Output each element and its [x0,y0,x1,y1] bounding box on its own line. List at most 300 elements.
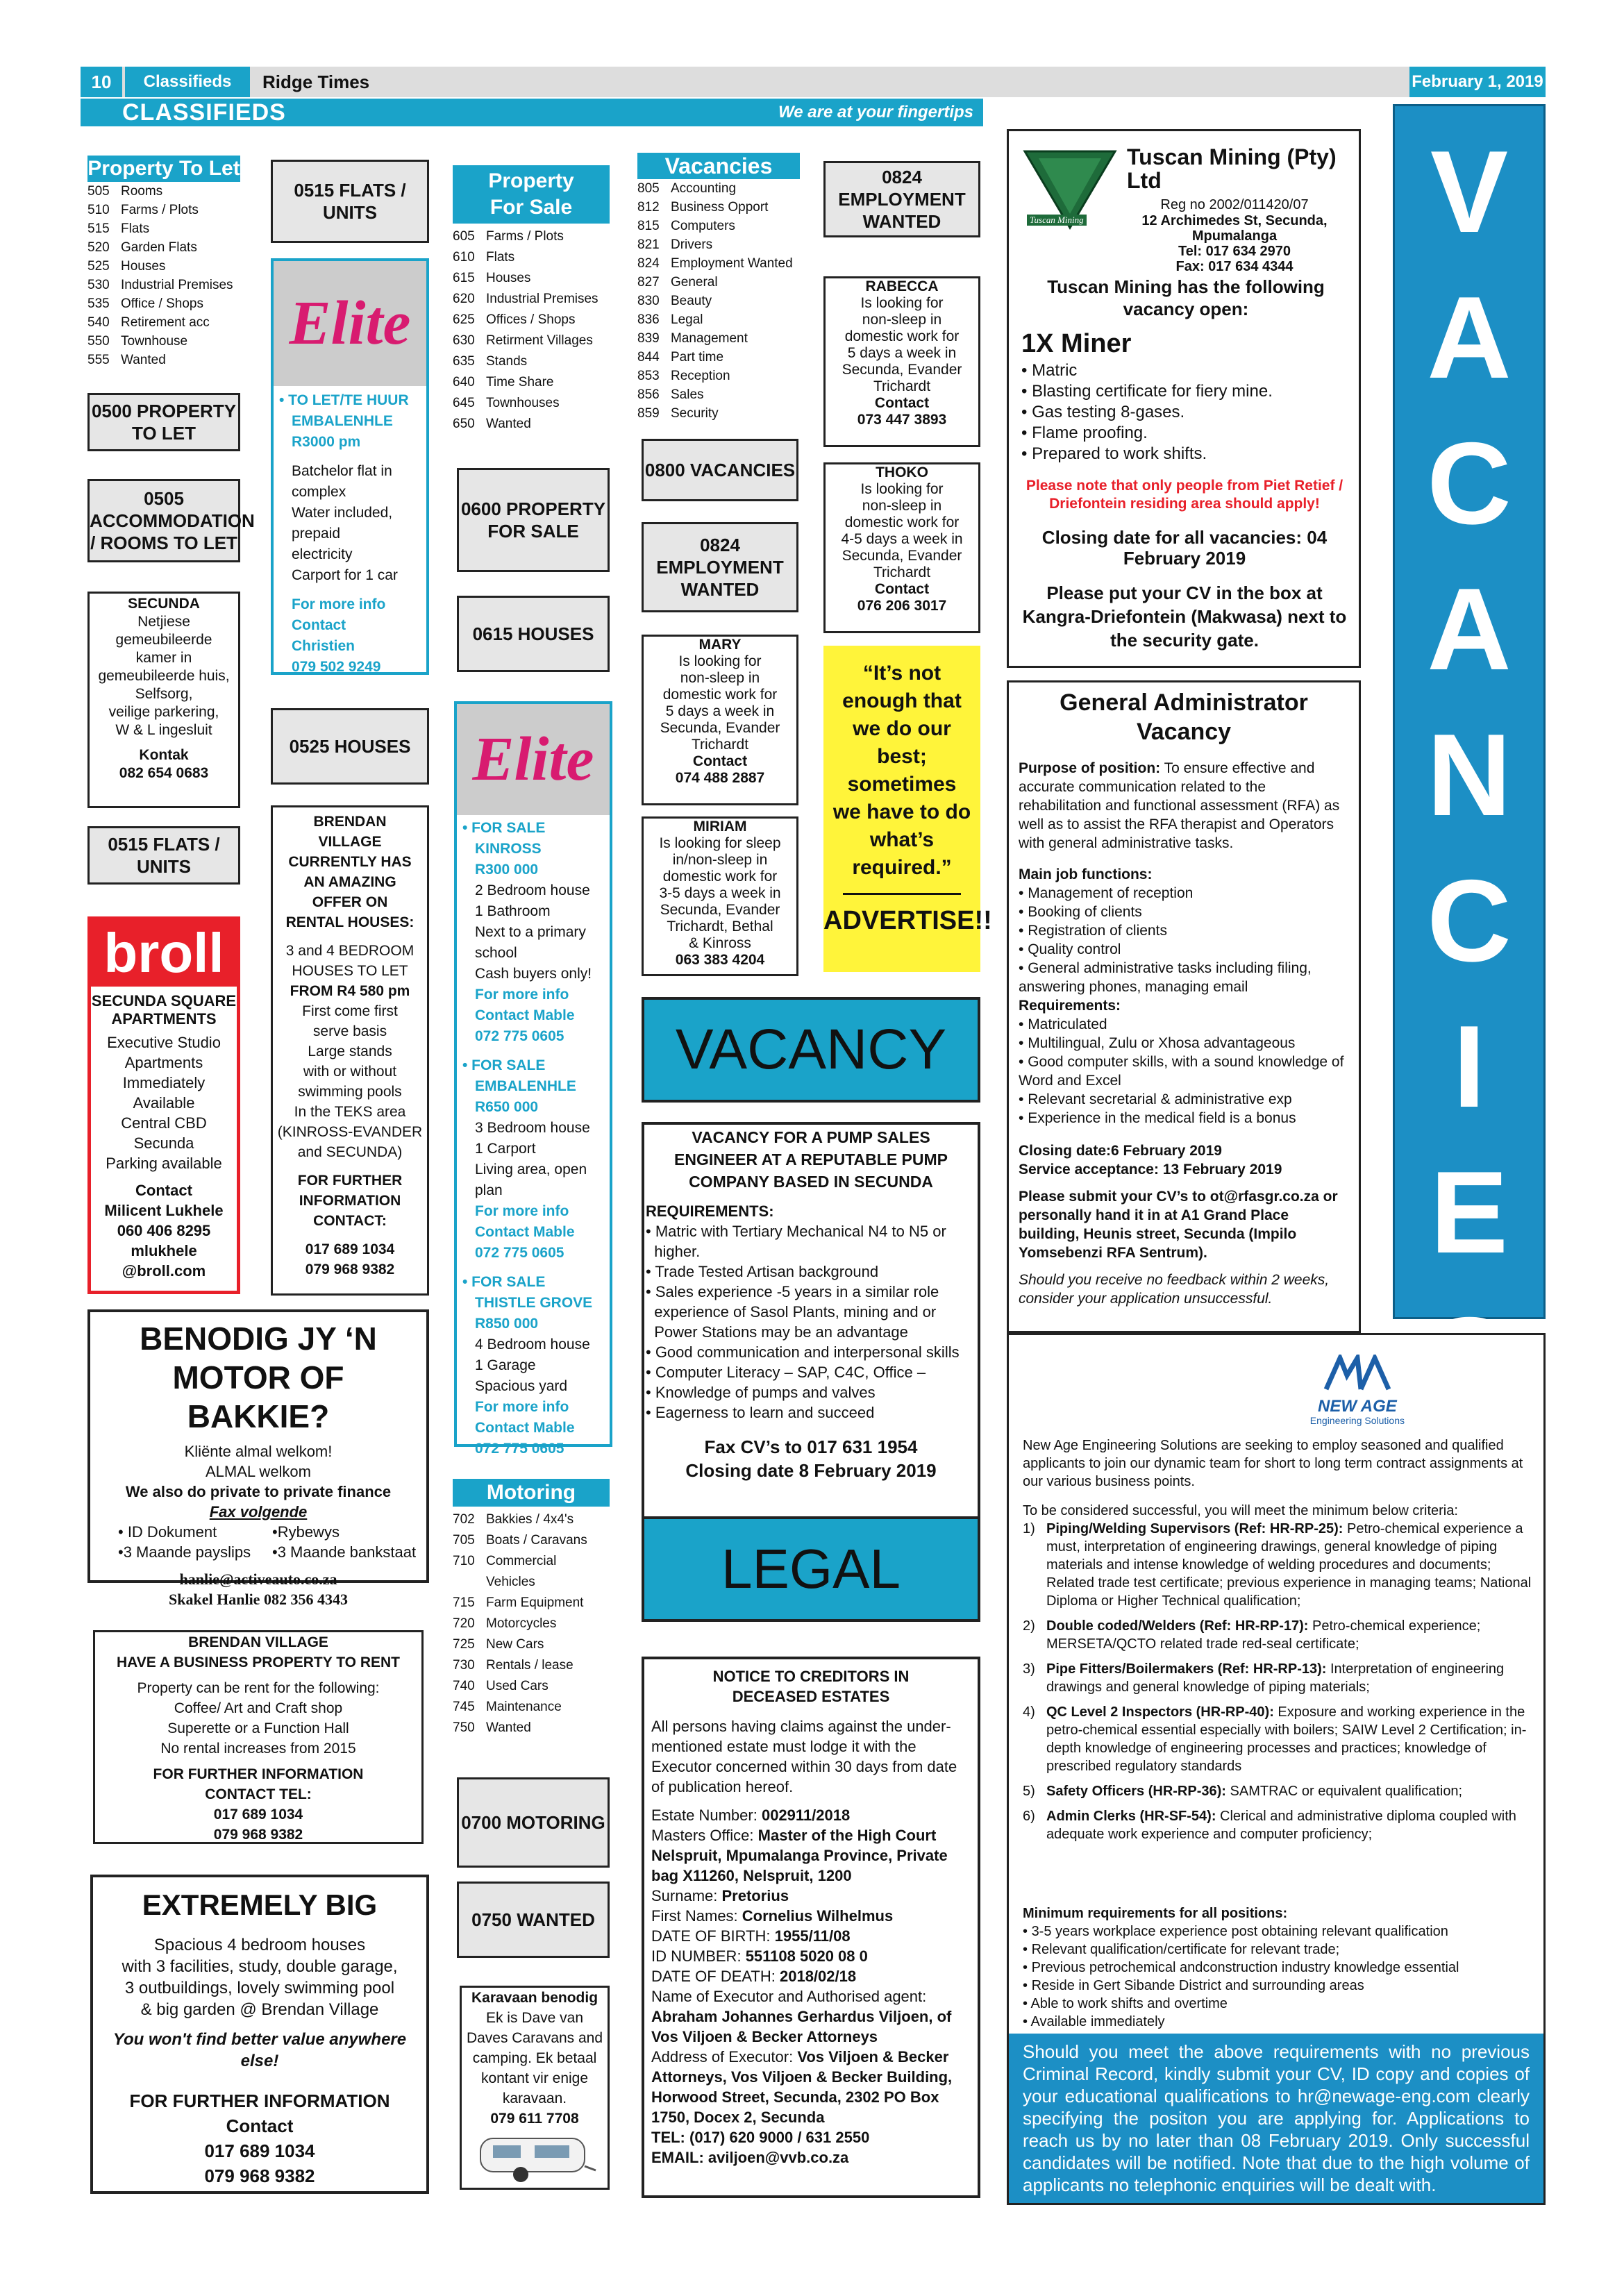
newage-min-label: Minimum requirements for all positions: [1023,1906,1288,1921]
sale-listing [462,1272,604,1459]
role-body [1046,1703,1537,1775]
ad-name: THOKO [876,464,928,480]
text-line: higher. [646,1243,701,1260]
sale-contact: Contact Mable [475,1007,575,1023]
index-label: Offices / Shops [486,312,576,327]
role-number: 5) [1023,1784,1035,1799]
index-item [87,294,240,313]
index-item [453,1593,610,1614]
text-line: Trichardt, Bethal [667,919,773,935]
text-line[interactable]: 017 689 1034 [305,1241,395,1257]
index-label: Vehicles [486,1575,535,1589]
classifieds-banner [81,99,983,126]
text-line: 3-5 days a week in [659,885,781,901]
index-item [453,1614,610,1634]
ad-contact: Kontak [139,747,189,763]
rabecca-ad [823,276,980,447]
index-label: Industrial Premises [486,292,598,306]
index-label: Security [671,406,719,421]
category-0600: 0600 PROPERTY FOR SALE [457,468,610,572]
text-line: prepaid [292,526,341,542]
index-item [453,1697,610,1718]
closing-date: Closing date:6 February 2019 [1019,1143,1222,1159]
text-line: swimming pools [298,1084,402,1100]
pump-ad [642,1122,980,1520]
newage-logo-sub: Engineering Solutions [1309,1415,1405,1426]
property-to-let-index [87,156,240,369]
ad-email-user[interactable]: mlukhele [131,1242,197,1259]
ad-email-domain[interactable]: @broll.com [122,1262,206,1280]
sale-place: EMBALENHLE [475,1078,576,1094]
text-line: • Good communication and interpersonal skills [646,1343,960,1361]
paper-name: Ridge Times [262,72,370,92]
text-line: Central CBD [121,1114,207,1132]
index-item [453,330,610,351]
submit-info[interactable]: Please submit your CV’s to ot@rfasgr.co.za or personally hand it in at A1 Grand Place building, Heunis street, Secunda (Impilo Yomsebenzi RFA Sentrum). [1019,1189,1338,1261]
vertical-letter: S [1430,1293,1509,1423]
newage-logo [1310,1355,1405,1426]
text-line: Is looking for [860,481,944,497]
index-item [453,1530,610,1551]
text-line[interactable]: 017 689 1034 [204,2140,315,2161]
text-line: Trichardt [873,564,931,580]
index-label: Retirment Villages [486,333,593,348]
role-body [1046,1660,1537,1696]
category-0700: 0700 MOTORING [457,1777,610,1868]
text-line: HOUSES TO LET [292,963,408,979]
index-code: 615 [453,271,475,285]
sale-head: • FOR SALE [462,1274,546,1290]
index-item [453,414,610,435]
index-label: Motorcycles [486,1616,557,1631]
index-item [637,348,800,367]
ad-head: • TO LET/TE HUUR [279,392,409,408]
index-code: 815 [637,219,660,233]
notice-row [651,1966,971,1986]
requirement-item: • Experience in the medical field is a bonus [1019,1109,1349,1128]
tuscan-closing: Closing date for all vacancies: 04 February 2019 [1041,527,1328,569]
ad-call[interactable]: Skakel Hanlie 082 356 4343 [169,1591,348,1608]
ad-lines [95,1678,421,1759]
index-label: Flats [121,221,150,236]
section-name: Classifieds [125,67,250,97]
index-code: 856 [637,387,660,402]
index-code: 635 [453,354,475,369]
role-item [1023,1782,1537,1800]
text-line: Large stands [308,1044,392,1059]
role-desc: Petro-chemical experience; MERSETA/QCTO related trade red-seal certificate; [1046,1618,1481,1652]
ad-name: Christien [292,638,355,654]
index-item [453,372,610,393]
sale-more: For more info [475,1203,569,1219]
function-item: • General administrative tasks including filing, answering phones, managing email [1019,959,1349,996]
sale-phone[interactable]: 072 775 0605 [475,1441,564,1457]
ad-phone[interactable]: 073 447 3893 [857,412,947,428]
newage-intro: New Age Engineering Solutions are seeking to employ seasoned and qualified applicants to join our dynamic team for short to long term contract assignments at our various business points. [1023,1438,1523,1489]
notice-label: DATE OF BIRTH: [651,1927,775,1945]
tuscan-ad [1007,129,1361,668]
index-item [637,292,800,310]
sale-place: KINROSS [475,841,542,857]
text-line: Apartments [124,1054,203,1071]
min-item: • Able to work shifts and overtime [1023,1995,1537,2013]
role-number: 4) [1023,1704,1035,1720]
index-code: 710 [453,1554,475,1568]
text-line: Ek is Dave van [485,2010,584,2026]
text-line: NOTICE TO CREDITORS IN [712,1668,910,1685]
notice-value: 551108 5020 08 0 [745,1947,868,1965]
text-line: Is looking for [678,653,762,669]
function-item: • Registration of clients [1019,921,1349,940]
text-line: 3 and 4 BEDROOM [285,943,415,959]
text-line: Trichardt [691,737,749,753]
ad-phones[interactable] [93,2138,426,2188]
index-label: Garden Flats [121,240,197,255]
ad-email[interactable]: hanlie@activeauto.co.za [179,1570,337,1588]
text-line: BRENDAN [313,814,387,830]
index-label: Used Cars [486,1679,549,1693]
sale-head: • FOR SALE [462,1057,546,1073]
role-desc: SAMTRAC or equivalent qualification; [1230,1784,1463,1799]
index-label: Farms / Plots [121,203,199,217]
role-desc: Interpretation of engineering drawings and general knowledge of piping materials; [1046,1661,1505,1695]
ad-title: General Administrator Vacancy [1060,689,1308,745]
index-label: Time Share [486,375,554,389]
role-item [1023,1617,1537,1653]
sale-phone[interactable]: 072 775 0605 [475,1028,564,1044]
sale-more: For more info [475,1399,569,1415]
caravan-icon [472,2131,597,2187]
index-label: Industrial Premises [121,278,233,292]
index-item [453,1718,610,1738]
index-code: 859 [637,406,660,421]
role-title: Pipe Fitters/Boilermakers (Ref: HR-RP-13): [1046,1661,1330,1677]
sale-price: R850 000 [475,1316,539,1332]
notice-row [651,1886,971,1906]
karavaan-ad [460,1986,610,2190]
company-addr: 12 Archimedes St, Secunda, [1141,213,1328,228]
legal-banner: LEGAL [642,1516,980,1622]
text-line: kontant vir enige [480,2070,589,2086]
ad-title: BRENDAN VILLAGE [188,1634,328,1650]
ad-further [273,1171,427,1231]
company-prov: Mpumalanga [1191,228,1278,244]
requirement-item: • Matric [1021,360,1273,381]
index-item [87,182,240,201]
category-0824: 0824 EMPLOYMENT WANTED [642,522,798,612]
functions-list [1019,884,1349,996]
vertical-letters [1395,119,1543,1431]
requirements-label: Requirements: [1019,998,1121,1014]
index-item [453,226,610,247]
broll-ad [87,916,240,1294]
text-line: Parking available [106,1155,222,1172]
index-label: Reception [671,369,730,383]
notice-row [651,1986,971,2047]
notice-row [651,1946,971,1966]
index-code: 821 [637,237,660,252]
text-line: Secunda, Evander [842,548,962,564]
ad-price: R3000 pm [292,434,361,450]
ad-phone[interactable]: 060 406 8295 [117,1222,211,1239]
ad-place: EMBALENHLE [292,413,393,429]
ad-title: SECUNDA [128,596,200,612]
miriam-ad [642,816,798,976]
index-code: 844 [637,350,660,364]
text-line: in/non-sleep in [672,852,768,868]
text-line: & Kinross [689,935,751,951]
index-item [87,201,240,219]
index-item [87,238,240,257]
index-item [87,276,240,294]
text-line: First come first [302,1003,398,1019]
sale-contact: Contact Mable [475,1224,575,1240]
ad-lines [644,835,796,952]
text-line: Power Stations may be an advantage [646,1323,908,1341]
newage-roles [1023,1520,1537,1850]
sale-listing [462,818,604,1047]
index-label: Office / Shops [121,296,203,311]
sale-place: THISTLE GROVE [475,1295,593,1311]
company-name: Tuscan Mining (Pty) Ltd [1127,144,1337,193]
index-label: Wanted [486,1720,531,1735]
text-line: enough that [842,689,962,712]
ad-further [95,1764,421,1804]
index-label: Beauty [671,294,712,308]
role-body [1046,1807,1537,1843]
ad-phone[interactable]: 082 654 0683 [119,765,209,781]
notice-row [651,2047,971,2127]
notice-label: Masters Office: [651,1827,758,1844]
index-item [637,329,800,348]
min-item: • Previous petrochemical andconstruction industry knowledge essential [1023,1959,1537,1977]
ad-lines [91,1032,237,1173]
elite-logo: Elite [457,704,610,815]
banner-title: CLASSIFIEDS [122,99,286,126]
index-label: Employment Wanted [671,256,793,271]
text-line: W & L ingesluit [115,722,212,738]
text-line: with 3 facilities, study, double garage, [122,1957,398,1976]
text-line: non-sleep in [680,670,760,686]
ad-line: ALMAL welkom [205,1463,311,1480]
service-date: Service acceptance: 13 February 2019 [1019,1162,1282,1178]
index-code: 720 [453,1616,475,1631]
property-for-sale-index [453,165,610,435]
text-line: • Matric with Tertiary Mechanical N4 to N5 or [646,1223,946,1240]
text-line: Is looking for sleep [659,835,781,851]
ad-more: For more info [292,596,386,612]
index-label: Stands [486,354,528,369]
text-line: VILLAGE [318,834,382,850]
index-item [453,1655,610,1676]
category-0750: 0750 WANTED [457,1882,610,1958]
notice-label: Address of Executor: [651,2048,798,2065]
text-line: Daves Caravans and [466,2030,603,2046]
index-code: 830 [637,294,660,308]
ad-phone[interactable]: 079 502 9249 [292,659,381,675]
text-line: Secunda, Evander [660,720,780,736]
role-item [1023,1660,1537,1696]
notice-value: 1955/11/08 [774,1927,851,1945]
text-line: with or without [303,1064,397,1080]
index-code: 555 [87,353,110,367]
ad-title: BENODIG JY ‘N MOTOR OF BAKKIE? [140,1321,377,1434]
sale-line: Living area, open [475,1162,587,1178]
index-code: 750 [453,1720,475,1735]
index-code: 620 [453,292,475,306]
company-reg: Reg no 2002/011420/07 [1160,197,1309,212]
ad-lines [644,653,796,753]
sale-phone[interactable]: 072 775 0605 [475,1245,564,1261]
doc-item: •Rybewys [272,1523,340,1541]
ad-phone[interactable]: 074 488 2887 [675,770,765,786]
ad-lines [279,461,421,586]
min-item: • Reside in Gert Sibande District and surrounding areas [1023,1977,1537,1995]
text-line: No rental increases from 2015 [160,1741,356,1757]
index-label: General [671,275,718,290]
ad-phone[interactable]: 063 383 4204 [675,952,765,968]
role-item [1023,1807,1537,1843]
extremely-big-ad [90,1875,429,2194]
index-code: 525 [87,259,110,274]
min-item: • Relevant qualification/certificate for relevant trade; [1023,1941,1537,1959]
index-title: Vacancies [637,153,800,179]
index-code: 605 [453,229,475,244]
ad-line: Kliënte almal welkom! [184,1443,333,1460]
text-line: VACANCY FOR A PUMP SALES [692,1128,930,1146]
ad-title: Karavaan benodig [471,1990,598,2006]
text-line[interactable]: 079 968 9382 [213,1827,303,1843]
sale-line: 3 Bedroom house [475,1120,590,1136]
ad-line: Fax volgende [209,1503,308,1520]
sale-line: Next to a primary [475,924,586,940]
notice-label: DATE OF DEATH: [651,1968,780,1985]
newage-min-list [1023,1922,1537,2031]
index-item [453,268,610,289]
text-line: Contact [226,2115,294,2136]
index-list [87,182,240,369]
notice-value: Master of the High Court Nelspruit, Mpumalanga Province, Private bag X11260, Nelspruit, 1200 [651,1827,948,1884]
index-item [637,385,800,404]
ad-closing: Closing date 8 February 2019 [685,1460,937,1481]
notice-body: All persons having claims against the under-mentioned estate must lodge it with the Executor concerned within 30 days from date of publication hereof. [651,1718,957,1795]
ad-title2: HAVE A BUSINESS PROPERTY TO RENT [116,1654,400,1670]
requirement-item: • Flame proofing. [1021,423,1273,444]
index-label: Houses [121,259,166,274]
company-tel[interactable]: Tel: 017 634 2970 [1178,244,1291,259]
requirement-item: • Multilingual, Zulu or Xhosa advantageous [1019,1034,1349,1053]
index-code: 836 [637,312,660,327]
company-fax[interactable]: Fax: 017 634 4344 [1175,259,1294,274]
requirement-item: • Blasting certificate for fiery mine. [1021,381,1273,402]
doc-item: •3 Maande payslips [118,1543,251,1561]
vertical-letter: A [1427,564,1512,694]
index-label: Rooms [121,184,163,199]
brendan-ad [271,805,429,1296]
newage-ad [1007,1333,1546,2205]
text-line: CONTACT TEL: [205,1786,312,1802]
text-line[interactable]: 079 968 9382 [305,1262,395,1277]
text-line: AN AMAZING [303,874,396,890]
index-label: Sales [671,387,704,402]
tuscan-note: Please note that only people from Piet Retief / Driefontein residing area should apply! [1026,478,1343,512]
index-item [87,219,240,238]
notice-value: Pretorius [721,1887,789,1904]
text-line: Batchelor flat in [292,463,392,479]
ad-phone[interactable]: 076 206 3017 [857,598,947,614]
advertise-ad [823,646,992,972]
text-line: Netjiese [137,614,190,630]
vertical-letter: N [1427,710,1512,840]
text-line: serve basis [312,1023,387,1039]
function-item: • Booking of clients [1019,903,1349,921]
thoko-ad [823,462,980,633]
ad-phones[interactable] [273,1239,427,1280]
text-line: “It’s not [862,662,941,685]
text-line: required.” [852,856,952,879]
text-line: Superette or a Function Hall [167,1720,349,1736]
text-line[interactable]: 079 968 9382 [204,2165,315,2186]
text-line: and SECUNDA) [297,1144,403,1160]
vertical-letter: C [1427,855,1512,986]
index-item [637,367,800,385]
index-label: Management [671,331,748,346]
index-item [637,273,800,292]
ad-phone[interactable]: 079 611 7708 [490,2111,579,2127]
text-line: • Trade Tested Artisan background [646,1263,879,1280]
divider [843,893,961,895]
newage-footer[interactable]: Should you meet the above requirements with no previous Criminal Record, kindly submit your CV, ID copy and copies of your educational qualifications to hr@newage-eng.com clearly specifying the positon you are applying for. Applications to reach us by no later than 08 February 2019. Only successful candidates will be notified. Note that due to the high volume of applicants no telephonic enquiries will be dealt with. [1009,2034,1543,2203]
text-line: FOR FURTHER INFORMATION [153,1766,364,1782]
ad-name: Milicent Lukhele [104,1202,224,1219]
ad-contact: Contact [874,581,930,597]
vertical-letter: I [1453,1001,1486,1132]
notice-value: Cornelius Wilhelmus [742,1907,894,1925]
notice-value: 002911/2018 [761,1807,851,1824]
role-item [1023,1703,1537,1775]
index-label: Business Opport [671,200,769,215]
newage-criteria: To be considered successful, you will meet the minimum below criteria: [1023,1503,1458,1518]
secunda-ad [87,592,240,808]
ad-title: EXTREMELY BIG [142,1888,378,1921]
ad-phones[interactable] [95,1804,421,1845]
sale-head: • FOR SALE [462,820,546,836]
text-line: Spacious 4 bedroom houses [153,1936,366,1954]
index-code: 650 [453,417,475,431]
text-line: kamer in [135,650,192,666]
text-line: veilige parkering, [108,704,219,720]
ad-fax[interactable]: Fax CV’s to 017 631 1954 [704,1436,918,1457]
index-code: 540 [87,315,110,330]
elite-logo: Elite [274,261,426,386]
text-line[interactable]: 017 689 1034 [213,1807,303,1822]
index-code: 702 [453,1512,475,1527]
notice-value: EMAIL: aviljoen@vvb.co.za [651,2149,849,2166]
sale-more: For more info [475,987,569,1003]
advertise-cta[interactable]: ADVERTISE!! [823,906,992,935]
text-line: Selfsorg, [135,686,193,702]
text-line: what’s [869,828,935,851]
sale-line: 2 Bedroom house [475,882,590,898]
notice-row [651,1805,971,1825]
index-label: Wanted [486,417,531,431]
index-code: 725 [453,1637,475,1652]
index-title: Property To Let [87,156,240,182]
requirements-list [1019,1015,1349,1128]
text-line: we have to do [832,801,971,823]
index-item [453,1634,610,1655]
motoring-index [453,1479,610,1738]
